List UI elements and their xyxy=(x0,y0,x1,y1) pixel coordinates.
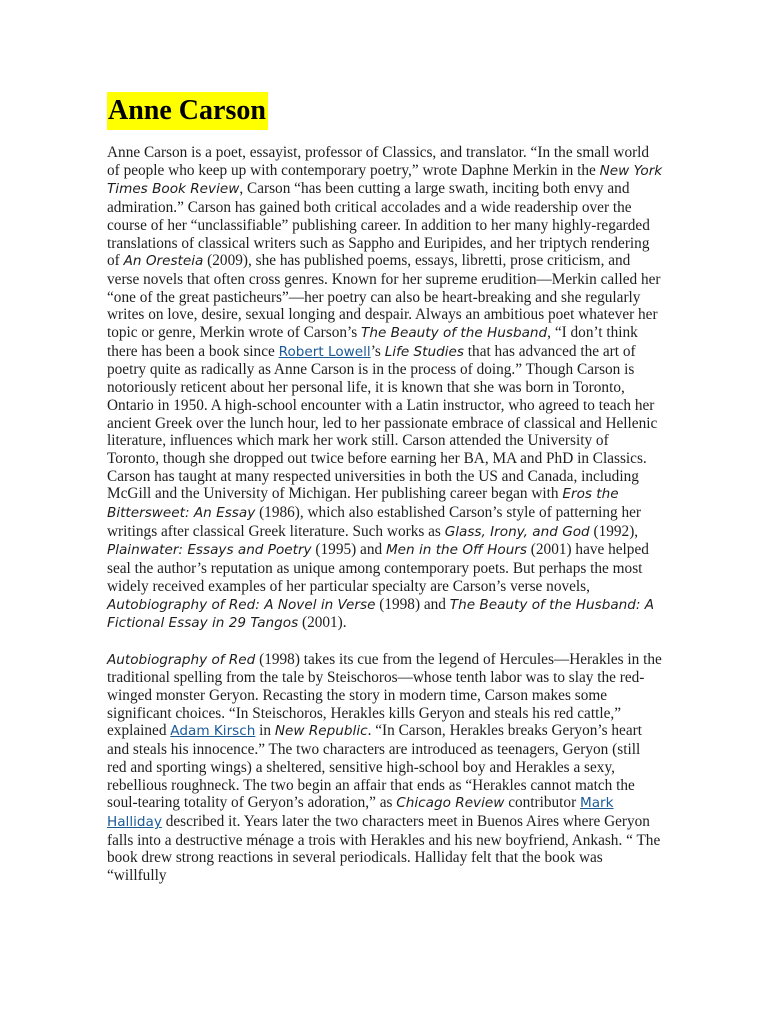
p2-text: . “In Carson, Herakles breaks Geryon’s heart and steals his innocence.” The two characters are introduced as teenagers, Geryon (still red and sporting wings) a sheltered, sensitive high-school boy and Herakles a sexy, rebellious roughneck. The two begin an affair that ends as “Herakles cannot match the soul-tearing totality of Geryon’s adoration,” as xyxy=(107,722,642,812)
italic-title: Eros the Bittersweet: An Essay xyxy=(107,486,619,522)
p2-text: in xyxy=(255,722,275,740)
italic-title: The Beauty of the Husband xyxy=(361,325,548,342)
p2-text: (1998) takes its cue from the legend of Hercules—Herakles in the traditional spelling from the tale by Steischoros—whose tenth labor was to slay the red-winged monster Geryon. Recasting the story in modern time, Carson makes some significant choices. “In Steischoros, Herakles kills Geryon and steals his red cattle,” explained xyxy=(107,650,662,740)
italic-title: Life Studies xyxy=(384,343,464,360)
p1-text: , “I don’t think there has been a book since xyxy=(107,324,638,360)
italic-title: Glass, Irony, and God xyxy=(444,523,590,540)
p2-text: contributor xyxy=(504,794,580,812)
italic-title: Plainwater: Essays and Poetry xyxy=(107,542,312,559)
link-mark-halliday[interactable]: Mark Halliday xyxy=(107,795,614,830)
italic-title: New Republic xyxy=(274,723,368,740)
italic-title: Men in the Off Hours xyxy=(385,542,527,559)
italic-title: Autobiography of Red xyxy=(107,651,256,668)
p1-text: (1998) and xyxy=(375,595,450,613)
biography-paragraph xyxy=(107,144,663,633)
p1-text: that has advanced the art of poetry quite as radically as Anne Carson is in the process of doing.” Though Carson is notoriously reticent about her personal life, it is known that she was born in Toronto, Ontario in 1950. A high-school encounter with a Latin instructor, who agreed to teach her ancient Greek over the lunch hour, led to her passionate embrace of classical and Hellenic literature, influences which mark her work still. Carson attended the University of Toronto, though she dropped out twice before earning her BA, MA and PhD in Classics. Carson has taught at many respected universities in both the US and Canada, including McGill and the University of Michigan. Her publishing career began with xyxy=(107,342,658,503)
italic-title: The Beauty of the Husband: A Fictional Essay in 29 Tangos xyxy=(107,596,655,632)
p1-text: , Carson “has been cutting a large swath, inciting both envy and admiration.” Carson has gained both critical accolades and a wide readership over the course of her “unclassifiable” publishing career. In addition to her many highly-regarded translations of classical writers such as Sappho and Euripides, and her triptych rendering of xyxy=(107,180,650,270)
p1-text: ’s xyxy=(370,342,385,360)
italic-title: New York Times Book Review xyxy=(107,162,663,198)
p1-text: (2009), she has published poems, essays, libretti, prose criticism, and verse novels that often cross genres. Known for her supreme erudition—Merkin called her “one of the great pasticheurs”—her poetry can also be heart-breaking and she regularly writes on love, desire, sexual longing and despair. Always an ambitious poet whatever her topic or genre, Merkin wrote of Carson’s xyxy=(107,252,661,342)
p1-text: (1986), which also established Carson’s style of patterning her writings after classical Greek literature. Such works as xyxy=(107,504,641,540)
italic-title: Autobiography of Red: A Novel in Verse xyxy=(107,596,376,613)
document-page xyxy=(107,92,663,885)
p1-text: (1992), xyxy=(589,522,639,540)
italic-title: Chicago Review xyxy=(396,795,505,812)
page-title: Anne Carson xyxy=(107,92,268,130)
link-adam-kirsch[interactable]: Adam Kirsch xyxy=(170,723,256,740)
italic-title: An Oresteia xyxy=(123,253,204,270)
p2-text: described it. Years later the two characters meet in Buenos Aires where Geryon falls into a destructive ménage a trois with Herakles and his new boyfriend, Ankash. “ The book drew strong reactions in several periodicals. Halliday felt that the book was “willfully xyxy=(107,813,661,885)
p1-text: Anne Carson is a poet, essayist, professor of Classics, and translator. “In the small world of people who keep up with contemporary poetry,” wrote Daphne Merkin in the xyxy=(107,144,650,179)
p1-text: (2001) have helped seal the author’s reputation as unique among contemporary poets. But perhaps the most widely received examples of her particular specialty are Carson’s verse novels, xyxy=(107,541,649,595)
link-robert-lowell[interactable]: Robert Lowell xyxy=(278,343,371,360)
autobiography-paragraph xyxy=(107,651,663,885)
p1-text: (2001). xyxy=(298,614,347,632)
p1-text: (1995) and xyxy=(311,541,386,559)
